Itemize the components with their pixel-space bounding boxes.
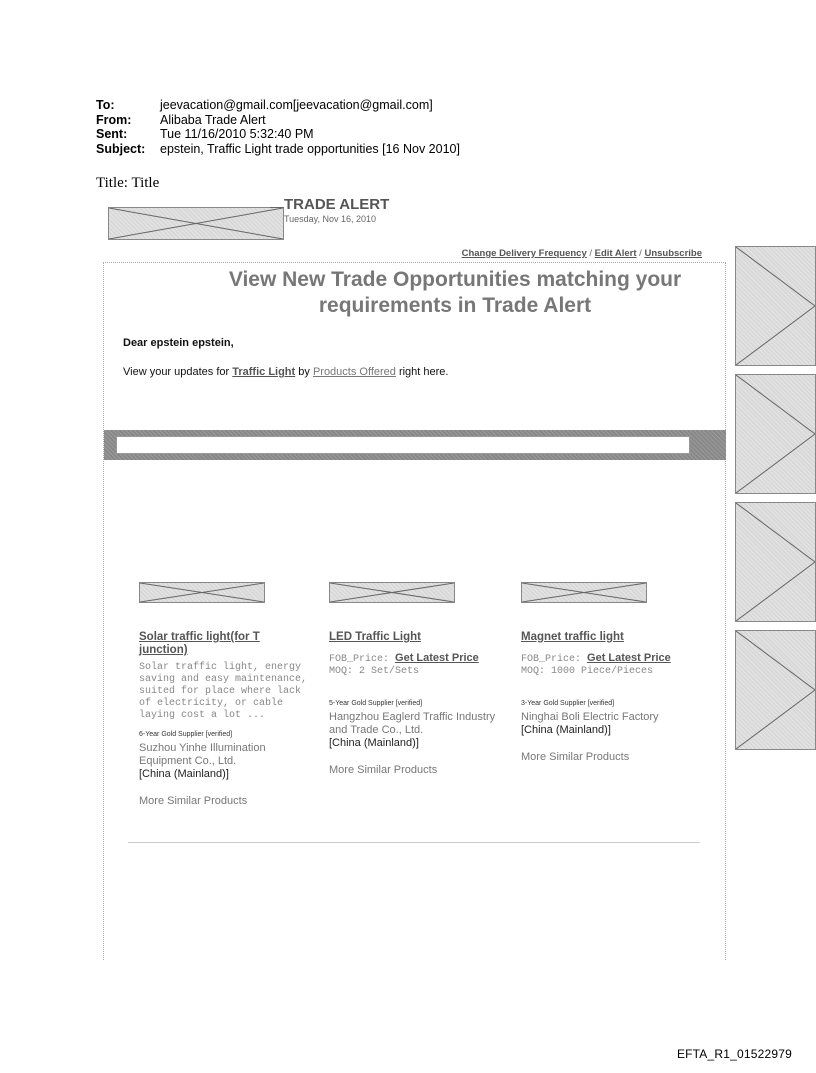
section-divider [128,842,700,843]
trade-alert-title: TRADE ALERT [284,196,390,213]
to-value: jeevacation@gmail.com[jeevacation@gmail.com] [160,98,433,112]
price-line [521,652,691,666]
logo-rule [270,207,284,208]
document-id: EFTA_R1_01522979 [676,1047,792,1061]
broken-image-icon [736,631,815,749]
product-image-3[interactable] [521,582,647,603]
product-name-link[interactable]: Solar traffic light(for T junction) [139,631,260,656]
broken-image-icon [330,583,454,602]
section-band-inner [116,436,690,454]
more-similar-products-link[interactable]: More Similar Products [329,764,438,776]
broken-image-icon [522,583,646,602]
link-separator: / [639,248,642,259]
greeting: Dear epstein epstein, [123,337,234,349]
more-similar-products-link[interactable]: More Similar Products [521,751,630,763]
product-card [139,631,309,807]
updates-by: by [295,366,313,378]
supplier-country: [China (Mainland)] [139,768,229,780]
product-name-link[interactable]: LED Traffic Light [329,631,421,643]
supplier-name: Hangzhou Eaglerd Traffic Industry and Trade Co., Ltd. [329,711,496,736]
subject-value: epstein, Traffic Light trade opportunities [16 Nov 2010] [160,141,460,156]
subject-row [96,142,460,157]
alert-links [462,248,702,259]
price-label: FOB_Price: [521,654,588,665]
get-latest-price-link[interactable]: Get Latest Price [395,652,479,664]
change-delivery-frequency-link[interactable]: Change Delivery Frequency [461,248,587,259]
price-line [329,652,499,666]
product-image-1[interactable] [139,582,265,603]
product-card [329,631,499,776]
to-row [96,98,460,113]
supplier-name: Suzhou Yinhe Illumination Equipment Co., Ltd. [139,742,266,767]
product-card [521,631,691,763]
from-label: From: [96,112,132,127]
from-value: Alibaba Trade Alert [160,112,266,127]
to-label: To: [96,98,115,112]
moq: MOQ: 1000 Piece/Pieces [521,666,654,677]
updates-prefix: View your updates for [123,366,233,378]
supplier-tier: 6-Year Gold Supplier [verified] [139,731,233,738]
side-banner-image-2 [735,374,816,494]
supplier-country: [China (Mainland)] [329,737,419,749]
from-row [96,113,460,128]
supplier-tier: 5-Year Gold Supplier [verified] [329,700,423,707]
logo-image-placeholder [108,207,284,240]
side-banner-image-3 [735,502,816,622]
broken-image-icon [140,583,264,602]
supplier-tier: 3-Year Gold Supplier [verified] [521,700,615,707]
document-title: Title: Title [96,175,160,191]
sent-value: Tue 11/16/2010 5:32:40 PM [160,127,314,141]
category-link[interactable]: Products Offered [312,366,396,378]
side-banner-image-1 [735,246,816,366]
more-similar-products-link[interactable]: More Similar Products [139,795,248,807]
product-name-link[interactable]: Magnet traffic light [521,631,624,643]
supplier-country: [China (Mainland)] [521,724,611,736]
get-latest-price-link[interactable]: Get Latest Price [587,652,671,664]
headline: View New Trade Opportunities matching your requirements in Trade Alert [228,268,682,317]
subject-label: Subject: [96,141,146,156]
moq: MOQ: 2 Set/Sets [329,666,420,677]
broken-image-icon [736,375,815,493]
sent-label: Sent: [96,127,128,141]
keyword-link[interactable]: Traffic Light [232,366,296,378]
product-description: Solar traffic light, energy saving and easy maintenance, suited for place where lack of electricity, or cable laying cost a lot ... [139,662,308,721]
price-label: FOB_Price: [329,654,396,665]
email-header [96,98,460,156]
edit-alert-link[interactable]: Edit Alert [594,248,637,259]
unsubscribe-link[interactable]: Unsubscribe [644,248,702,259]
trade-alert-date: Tuesday, Nov 16, 2010 [284,214,377,224]
side-banner-image-4 [735,630,816,750]
broken-image-icon [736,247,815,365]
sent-row [96,127,460,142]
updates-line [123,366,448,378]
broken-image-icon [109,208,283,239]
broken-image-icon [736,503,815,621]
supplier-name: Ninghai Boli Electric Factory [521,711,659,723]
link-separator: / [589,248,593,259]
product-image-2[interactable] [329,582,455,603]
updates-suffix: right here. [395,366,449,378]
